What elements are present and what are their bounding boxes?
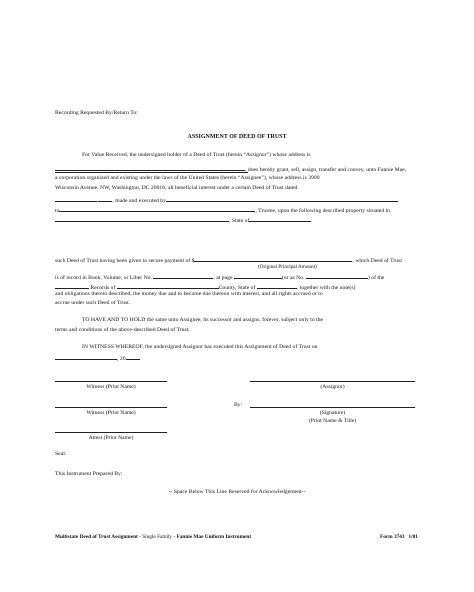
- p2-line1: such Deed of Trust having been given to secure payment of $ , which Deed of Trust: [55, 258, 402, 264]
- p1-line1: For Value Received, the undersigned holder of a Deed of Trust (herein “Assignor”) whose address is: [82, 152, 311, 158]
- witness2-label: Witness (Print Name): [86, 410, 136, 416]
- footer-instrument: Fannie Mae Uniform Instrument: [176, 534, 252, 540]
- principal-amount-field[interactable]: [194, 256, 352, 262]
- p1-line5: , , made and executed by: [55, 196, 398, 205]
- assignor-label: (Assignor): [320, 384, 345, 390]
- p4-line1: IN WITNESS WHEREOF, the undersigned Assignor has executed this Assignment of Deed of Trust on: [82, 344, 318, 350]
- attest-signature-line[interactable]: [55, 432, 167, 433]
- executed-by-field[interactable]: [166, 196, 398, 202]
- assignor-address-field[interactable]: [55, 165, 245, 171]
- p1-line3: a corporation organized and existing under the laws of the United States (herein “Assignee”), whose address is 3900: [55, 175, 320, 181]
- p1-line4: Wisconsin Avenue, NW, Washington, DC 20016, all beneficial interest under a certain Deed of Trust dated: [55, 185, 298, 191]
- execution-date-field[interactable]: [55, 354, 117, 360]
- acknowledgement-reserved-label: -- Space Below This Line Reserved for Acknowledgement--: [168, 489, 306, 495]
- by-label: By:: [234, 402, 243, 408]
- witness2-signature-line[interactable]: [55, 407, 167, 408]
- instrument-number-field[interactable]: [306, 273, 368, 279]
- signature-label: (Signature): [319, 410, 346, 416]
- p2-line5: accrue under such Deed of Trust.: [55, 300, 131, 306]
- footer-family: - Single Family -: [137, 534, 177, 540]
- p1-line7: , State of: [55, 216, 311, 225]
- county-field[interactable]: [55, 216, 229, 222]
- p3-line2: terms and conditions of the above-described Deed of Trust.: [55, 327, 190, 333]
- recording-requested-label: Recording Requested By/Return To:: [55, 110, 138, 116]
- print-name-title-label: (Print Name & Title): [308, 418, 357, 424]
- execution-year-field[interactable]: [126, 354, 140, 360]
- records-state-field[interactable]: [257, 283, 297, 289]
- p4-line2: , 20: [55, 354, 140, 363]
- footer-form-name: Multistate Deed of Trust Assignment: [55, 534, 138, 540]
- state-field[interactable]: [249, 216, 311, 222]
- witness1-label: Witness (Print Name): [86, 384, 136, 390]
- records-of-field[interactable]: [117, 283, 219, 289]
- by-signature-line[interactable]: [250, 407, 415, 408]
- assignor-signature-line[interactable]: [250, 381, 415, 382]
- document-title: ASSIGNMENT OF DEED OF TRUST: [187, 134, 287, 140]
- trustee-field[interactable]: [59, 206, 255, 212]
- footer-form-number: Form 3743 1/01: [380, 534, 418, 540]
- records-prefix-field[interactable]: [55, 283, 89, 289]
- page-number-field[interactable]: [234, 273, 282, 279]
- witness1-signature-line[interactable]: [55, 381, 167, 382]
- book-number-field[interactable]: [153, 273, 213, 279]
- p1-line6: to , Trustee, upon the following described property situated in: [55, 208, 391, 214]
- deed-date-month-field[interactable]: [55, 196, 97, 202]
- seal-label: Seal:: [55, 451, 67, 457]
- p3-line1: TO HAVE AND TO HOLD the same unto Assignee, its successor and assigns, forever, subject only to the: [82, 317, 324, 323]
- original-principal-caption: (Original Principal Amount): [258, 264, 317, 270]
- footer-form-description: [55, 535, 251, 540]
- p2-line4: and obligations therein described, the money due and to become due thereon with interest, and all rights accrued or to: [55, 291, 323, 297]
- attest-label: Attest (Print Name): [88, 435, 134, 441]
- p2-line2: is of record in Book, Volume, or Liber No. , at page (or as No. ) of the: [55, 275, 385, 281]
- deed-date-year-field[interactable]: [98, 196, 112, 202]
- p2-line3: Records of County, State of , together with the note(s): [55, 283, 355, 292]
- prepared-by-label: This Instrument Prepared By:: [55, 471, 123, 477]
- p1-line2: , does hereby grant, sell, assign, transfer and convey, unto Fannie Mae,: [55, 165, 406, 174]
